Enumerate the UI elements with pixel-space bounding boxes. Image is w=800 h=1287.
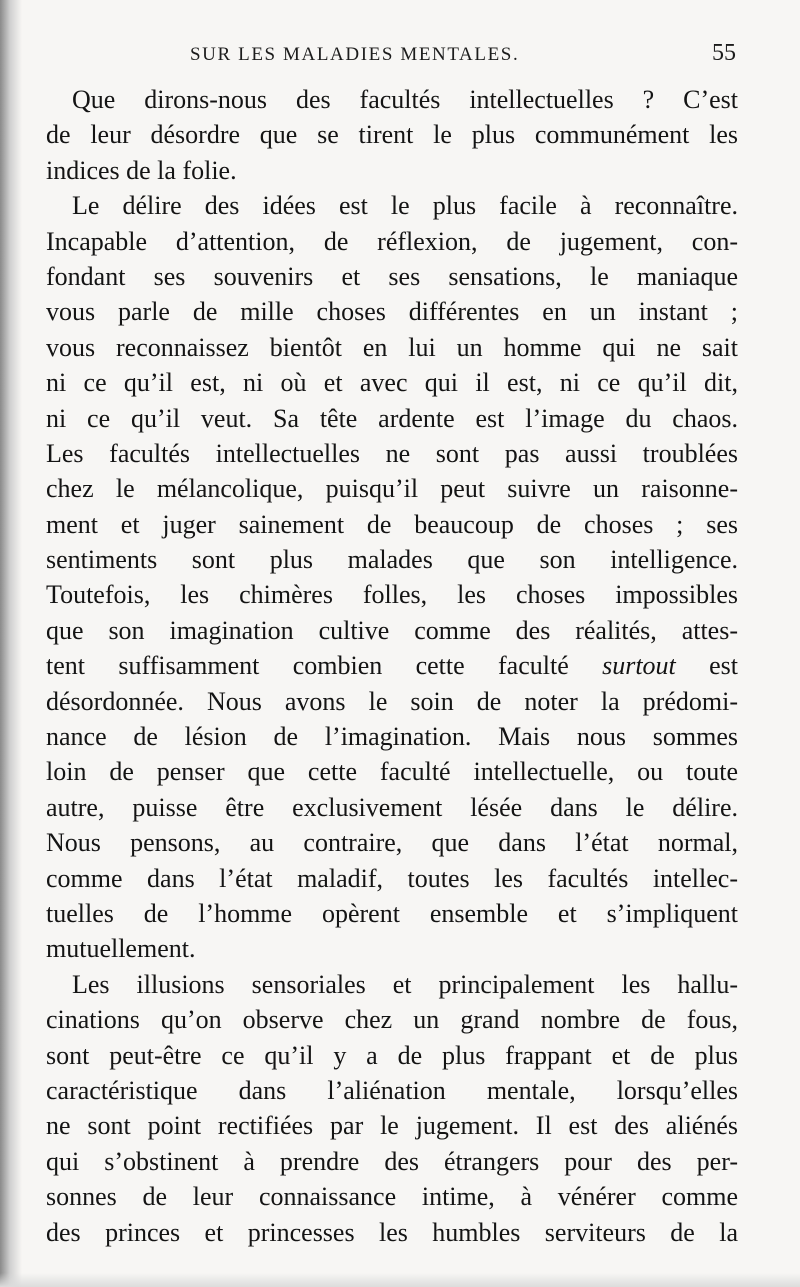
text-line: que son imagination cultive comme des réalités, attes- xyxy=(46,615,738,645)
page-gutter-shadow xyxy=(0,0,22,1287)
text-line: ni ce qu’il est, ni où et avec qui il est, ni ce qu’il dit, xyxy=(46,368,738,398)
text-line: Le délire des idées est le plus facile à reconnaître. xyxy=(72,191,738,221)
text-line: sonnes de leur connaissance intime, à vénérer comme xyxy=(46,1182,738,1212)
text-line: Les facultés intellectuelles ne sont pas aussi troublées xyxy=(46,438,738,468)
text-line: autre, puisse être exclusivement lésée dans le délire. xyxy=(46,792,738,822)
text-line: nance de lésion de l’imagination. Mais nous sommes xyxy=(46,722,738,752)
body-text xyxy=(46,82,738,1250)
text-line: fondant ses souvenirs et ses sensations, le maniaque xyxy=(46,261,738,291)
page-number: 55 xyxy=(712,40,736,66)
running-head: SUR LES MALADIES MENTALES. xyxy=(190,44,520,65)
text-line: des princes et princesses les humbles serviteurs de la xyxy=(46,1217,738,1247)
text-segment: est xyxy=(675,651,738,681)
text-line: Nous pensons, au contraire, que dans l’état normal, xyxy=(46,828,738,858)
text-line: tuelles de l’homme opèrent ensemble et s’impliquent xyxy=(46,898,738,928)
text-line xyxy=(46,648,738,683)
text-line: mutuellement. xyxy=(46,934,196,964)
text-line: Incapable d’attention, de réflexion, de jugement, con- xyxy=(46,226,738,256)
text-line: caractéristique dans l’aliénation mentale, lorsqu’elles xyxy=(46,1075,738,1105)
text-line: indices de la folie. xyxy=(46,155,237,185)
text-line: ment et juger sainement de beaucoup de choses ; ses xyxy=(46,509,738,539)
text-line: désordonnée. Nous avons le soin de noter la prédomi- xyxy=(46,686,738,716)
text-line: qui s’obstinent à prendre des étrangers pour des per- xyxy=(46,1146,738,1176)
text-line: vous reconnaissez bientôt en lui un homme qui ne sait xyxy=(46,332,738,362)
text-line: sont peut-être ce qu’il y a de plus frappant et de plus xyxy=(46,1040,738,1070)
text-line: ne sont point rectifiées par le jugement. Il est des aliénés xyxy=(46,1111,738,1141)
text-line: cinations qu’on observe chez un grand nombre de fous, xyxy=(46,1005,738,1035)
text-line: vous parle de mille choses différentes en un instant ; xyxy=(46,297,738,327)
page-bottom-edge xyxy=(0,1273,800,1287)
text-line: chez le mélancolique, puisqu’il peut suivre un raisonne- xyxy=(46,474,738,504)
text-line: comme dans l’état maladif, toutes les facultés intellec- xyxy=(46,863,738,893)
text-segment: tent suffisamment combien cette faculté xyxy=(46,651,603,681)
text-line: Que dirons-nous des facultés intellectuelles ? C’est xyxy=(72,85,738,114)
text-line: Les illusions sensoriales et principalement les hallu- xyxy=(72,969,738,999)
text-line: ni ce qu’il veut. Sa tête ardente est l’image du chaos. xyxy=(46,403,738,433)
text-line: Toutefois, les chimères folles, les choses impossibles xyxy=(46,580,738,610)
italic-word: surtout xyxy=(602,651,676,681)
text-line: loin de penser que cette faculté intellectuelle, ou toute xyxy=(46,757,738,787)
text-line: sentiments sont plus malades que son intelligence. xyxy=(46,545,738,575)
text-line: de leur désordre que se tirent le plus communément les xyxy=(46,120,738,150)
